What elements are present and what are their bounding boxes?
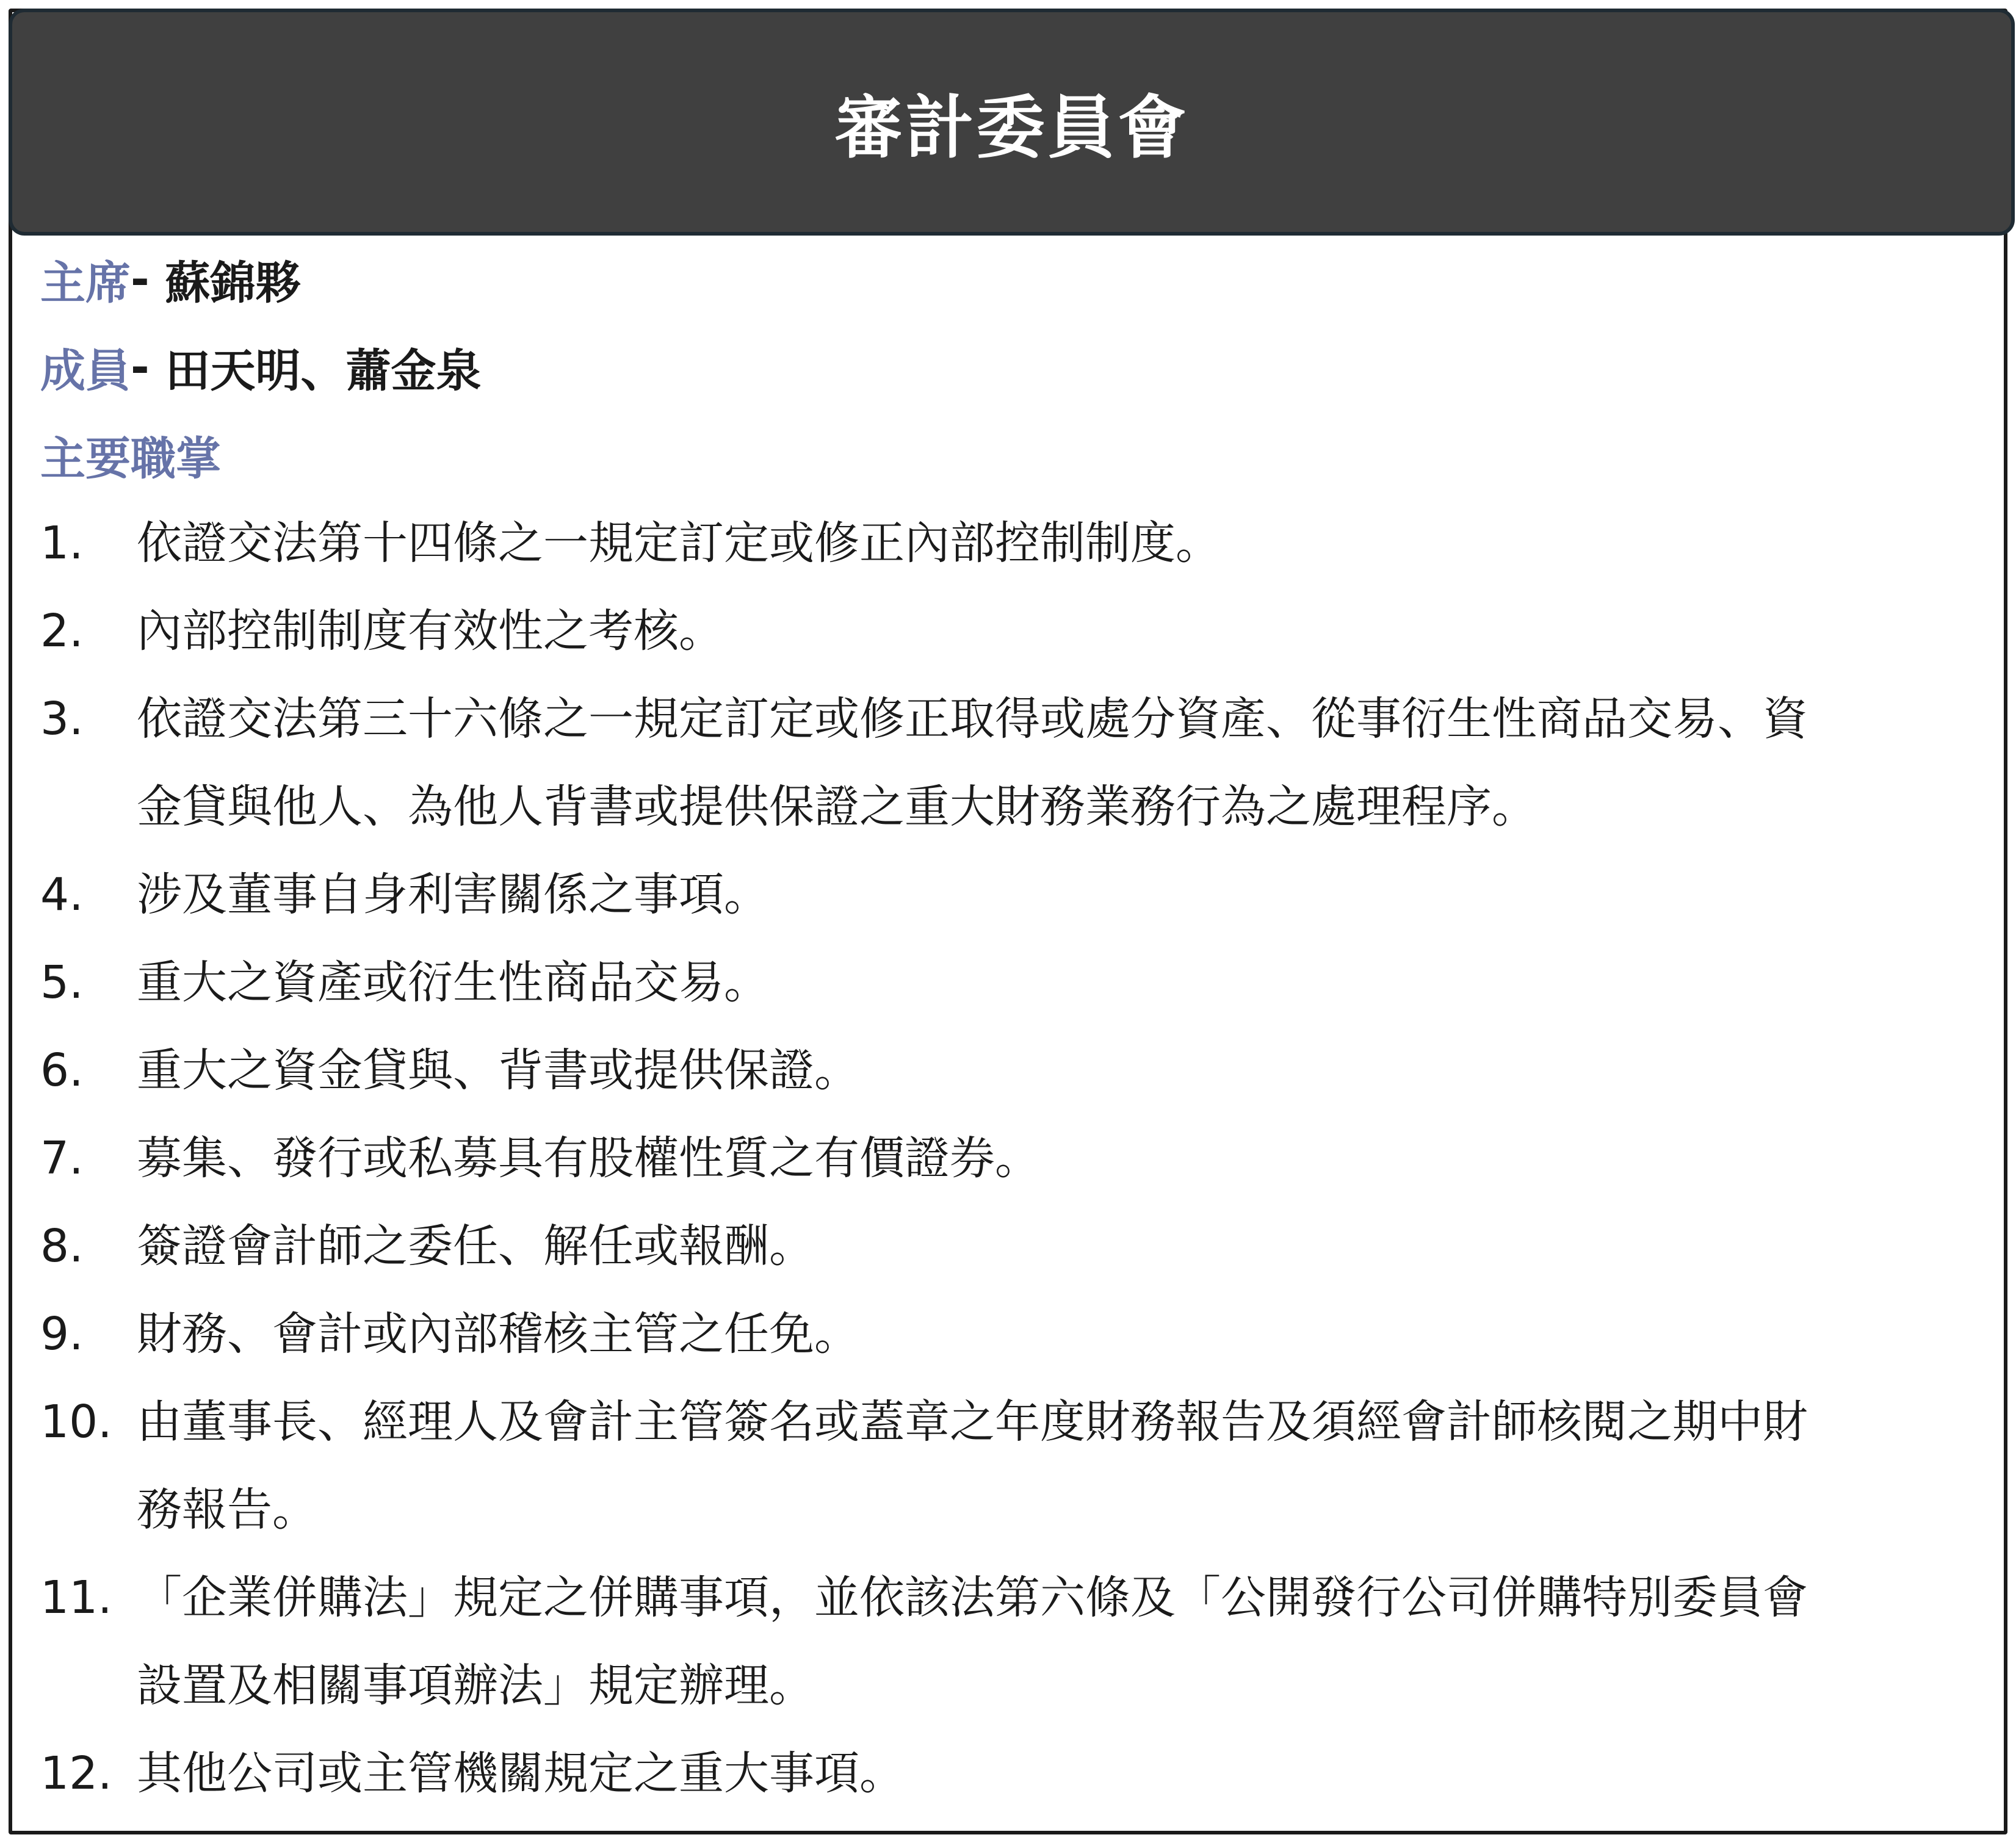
duty-item (40, 1026, 1987, 1114)
duty-item (40, 1554, 1987, 1729)
members-row (40, 323, 1987, 411)
duty-text (137, 499, 1987, 587)
duty-text-line: 重大之資金貸與、背書或提供保證。 (137, 1044, 859, 1097)
chair-row (40, 236, 1987, 323)
duty-number: 9. (40, 1308, 84, 1360)
duty-text (137, 587, 1987, 675)
duty-text (137, 1378, 1987, 1554)
duty-number: 10. (40, 1396, 112, 1448)
members-label: 成員 (40, 345, 131, 397)
duty-text (137, 1026, 1987, 1114)
duty-text (137, 1729, 1987, 1817)
duty-text-line: 重大之資產或衍生性商品交易。 (137, 956, 769, 1009)
duty-text-line: 務報告。 (137, 1484, 317, 1536)
duty-text-line: 其他公司或主管機關規定之重大事項。 (137, 1747, 905, 1800)
card-body (40, 236, 1987, 1817)
duties-heading-row (40, 411, 1987, 499)
duty-text-line: 「企業併購法」規定之併購事項，並依該法第六條及「公開發行公司併購特別委員會 (137, 1571, 1808, 1624)
duty-item (40, 1729, 1987, 1817)
duty-text-line: 募集、發行或私募具有股權性質之有價證券。 (137, 1132, 1040, 1185)
duties-list (40, 499, 1987, 1817)
duty-number: 6. (40, 1044, 84, 1097)
duty-number: 12. (40, 1747, 112, 1800)
duty-text-line: 簽證會計師之委任、解任或報酬。 (137, 1220, 814, 1272)
chair-label: 主席 (40, 257, 131, 309)
committee-card (9, 9, 2007, 1834)
members-separator: - (131, 341, 165, 394)
duty-number: 1. (40, 517, 84, 569)
duty-text (137, 851, 1987, 939)
duty-text-line: 依證交法第十四條之一規定訂定或修正內部控制制度。 (137, 517, 1221, 569)
duty-text-line: 財務、會計或內部稽核主管之任免。 (137, 1308, 859, 1360)
duty-text (137, 1114, 1987, 1202)
duty-text-line: 涉及董事自身利害關係之事項。 (137, 868, 769, 921)
duty-item (40, 1378, 1987, 1554)
duty-item (40, 939, 1987, 1026)
duty-item (40, 499, 1987, 587)
duty-item (40, 1290, 1987, 1378)
duty-text-line: 由董事長、經理人及會計主管簽名或蓋章之年度財務報告及須經會計師核閱之期中財 (137, 1396, 1808, 1448)
duty-number: 4. (40, 868, 84, 921)
duty-text-line: 依證交法第三十六條之一規定訂定或修正取得或處分資產、從事衍生性商品交易、資 (137, 693, 1808, 745)
chair-name: 蘇錦夥 (165, 257, 301, 309)
duty-item (40, 675, 1987, 851)
duty-number: 2. (40, 605, 84, 657)
duty-text (137, 1554, 1987, 1729)
duty-text (137, 1290, 1987, 1378)
duty-number: 11. (40, 1571, 112, 1624)
duties-heading: 主要職掌 (40, 433, 221, 485)
chair-separator: - (131, 253, 165, 306)
members-names: 田天明、蕭金泉 (165, 345, 482, 397)
duty-number: 3. (40, 693, 84, 745)
duty-text-line: 設置及相關事項辦法」規定辦理。 (137, 1659, 814, 1712)
duty-text-line: 金貸與他人、為他人背書或提供保證之重大財務業務行為之處理程序。 (137, 781, 1537, 833)
duty-item (40, 1202, 1987, 1290)
duty-text (137, 675, 1987, 851)
duty-item (40, 587, 1987, 675)
duty-item (40, 1114, 1987, 1202)
duty-item (40, 851, 1987, 939)
duty-number: 8. (40, 1220, 84, 1272)
duty-text (137, 1202, 1987, 1290)
duty-number: 5. (40, 956, 84, 1009)
duty-text (137, 939, 1987, 1026)
header-bar (9, 9, 2015, 236)
page-title: 審計委員會 (834, 88, 1189, 168)
duty-number: 7. (40, 1132, 84, 1185)
duty-text-line: 內部控制制度有效性之考核。 (137, 605, 724, 657)
